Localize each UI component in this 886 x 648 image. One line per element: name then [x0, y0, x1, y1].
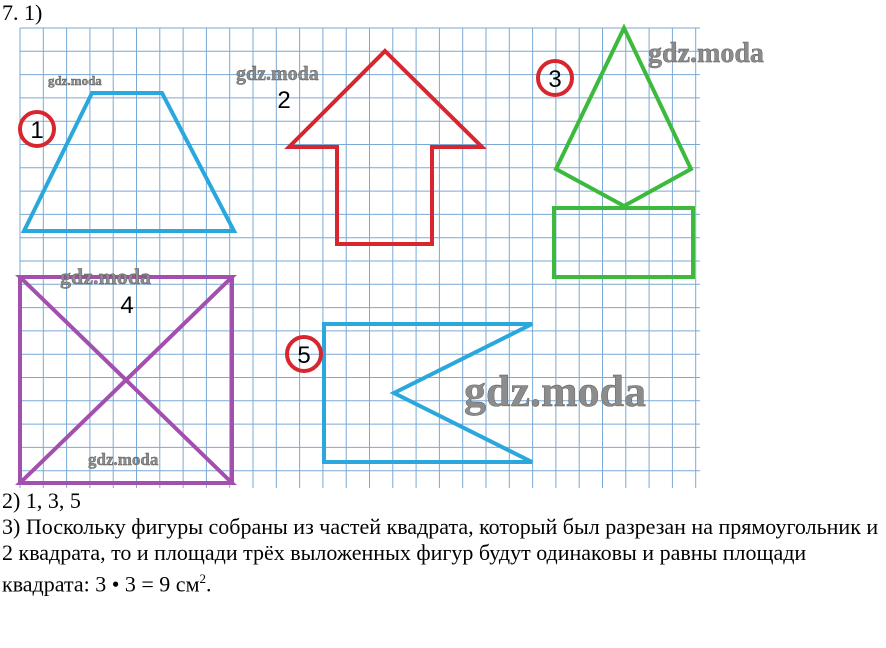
grid-lines — [20, 28, 700, 488]
task-number: 7. 1) — [2, 0, 43, 25]
grid-figure — [0, 28, 764, 488]
answer-part-3-end: . — [206, 571, 212, 597]
grid-drawing — [0, 28, 764, 488]
watermark: gdz.moda — [648, 38, 764, 69]
figure-3-label: 3 — [548, 66, 562, 93]
figure-2-label: 2 — [277, 87, 291, 114]
figure-5-label: 5 — [297, 342, 311, 369]
figure-1-trapezoid — [24, 93, 234, 231]
answer-part-3 — [2, 514, 882, 597]
watermark: gdz.moda — [88, 450, 159, 469]
figure-1-label: 1 — [30, 117, 44, 144]
watermark: gdz.moda — [236, 63, 319, 85]
answer-part-3-text: 3) Поскольку фигуры собраны из частей квадрата, который был разрезан на прямоугольник и 2 квадрата, то и площади трёх выложенных фигур будут одинаковы и равны площади квадрата: 3 • 3 = 9 см — [2, 514, 879, 597]
answer-part-3-superscript: 2 — [199, 571, 206, 586]
answer-part-2: 2) 1, 3, 5 — [2, 488, 81, 513]
watermark: gdz.moda — [464, 367, 647, 416]
watermark: gdz.moda — [48, 73, 102, 88]
figure-4-label: 4 — [120, 292, 134, 319]
watermark: gdz.moda — [60, 264, 152, 289]
